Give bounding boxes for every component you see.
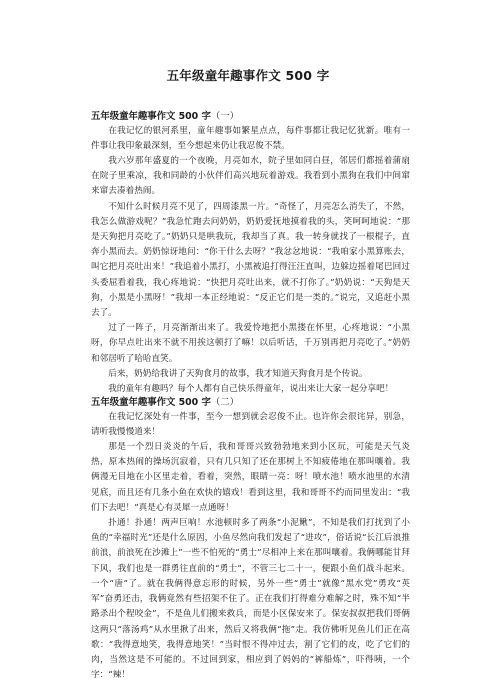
- document-title: 五年级童年趣事作文 500 字: [166, 68, 330, 83]
- section-heading-text: 五年级童年趣事作文 500 字: [91, 397, 211, 409]
- section-heading-number: （一）: [210, 111, 239, 122]
- paragraph: 扑通！扑通！两声巨响！水池顿时多了两条“小泥鳅”，不知是我们打扰到了小鱼的“幸福时光”还是什么原因，小鱼尽然向我们发起了“进攻”，俗话说“长江后浪推前浪，前浪死在沙滩上”一些不怕死的“勇士”尽相冲上来在那叫嚷着。我俩哪能甘拜下风，我们也是一群勇往直前的“勇士”，不管三七二十一，便跟小鱼们战斗起来。一个“唐”了。就在我俩得意忘形的时候，另外一些“勇士”就像“黑水党”勇攻“英军”奋勇还击，我俩竟然有些招架不住了。正在我们打得难分难解之时，殊不知“半路杀出个程咬金”，不是鱼儿们搬来救兵，而是小区保安来了。保安叔叔把我们哥俩这两只“落汤鸡”从水里揪了出来，然后又将我俩“拖”走。我仿佛听见鱼儿们正在高歌：“我得意地笑，我得意地笑！”当时恨不得冲过去，割了它们的皮，吃了它们的肉，当然这是不可能的。不过回到家，相应到了妈妈的“裤船炼”，吓得咦，一个字：“辣！: [91, 518, 410, 681]
- essay-section: [91, 111, 410, 397]
- section-heading-number: （二）: [210, 397, 239, 409]
- paragraph: 我的童年有趣吗？每个人都有自己快乐得童年，说出来让大家一起分享吧！: [108, 383, 394, 394]
- paragraph: 在我记忆的银河系里，童年趣事如繁星点点，每件事都让我记忆犹新。唯有一件事让我印象最深刻，至今想起来仍让我忍俊不禁。: [91, 125, 410, 151]
- section-heading-text: 五年级童年趣事作文 500 字: [91, 111, 211, 122]
- paragraph: 那是一个烈日炎炎的午后，我和哥哥兴致勃勃地来到小区玩，可能是天气炎热，原本热闹的操场沉寂着，只有几只知了还在那树上不知疲倦地在那叫嚷着。我俩漫无目地在小区里走着，看着，突然，眼睛一亮：呀！喷水池！喷水池里的水清见底，而且还有几条小鱼在欢快的嬉戏！看到这里，我和哥哥不约而同里发出：“我们下去吧！”真是心有灵犀一点通呀！: [91, 442, 410, 513]
- document-body: [91, 111, 410, 683]
- paragraph: 过了一阵子，月亮渐渐出来了。我爱怜地把小黑搂在怀里，心疼地说：“小黑呀，你早点吐出来不就不用挨这顿打了嘛！以后听话，千万别再把月亮吃了。”奶奶和邻居听了哈哈直笑。: [91, 323, 410, 364]
- section-heading: [91, 397, 410, 410]
- paragraph: 我六岁那年盛夏的一个夜晚，月亮如水，院子里如同白昼，邻居们都摇着蒲扇在院子里乘凉，我和同龄的小伙伴们高兴地玩着游戏。我看到小黑狗在我们中间窜来窜去凑着热闹。: [91, 155, 410, 197]
- essay-section: [91, 397, 410, 683]
- paragraph: 后来，奶奶给我讲了天狗食月的故事，我才知道天狗食月是个传说。: [108, 368, 368, 379]
- section-heading: [91, 111, 410, 124]
- paragraph: 不知什么时候月亮不见了，四周漆黑一片。“奇怪了，月亮怎么消失了，不然，我怎么做游戏呢？”我急忙跑去问奶奶，奶奶爱抚地摸着我的头，笑呵呵地说：“那是天狗把月亮吃了。”奶奶只是哄我玩，我却当了真。我一转身就找了一根棍子，直奔小黑而去。奶奶惊讶地问：“你干什么去呀？”我忿忿地说：“我咱家小黑算账去，叫它把月亮吐出来！”我追着小黑打，小黑被追打得汪汪直叫，边躲边摇着尾巴回过头委屈看着我，我心疼地说：“快把月亮吐出来，就不打你了。”奶奶说：“天狗是天狗，小黑是小黑呀！”我却一本正经地说：“反正它们是一类的。”说完，又追赶小黑去了。: [91, 201, 410, 318]
- paragraph: 在我记忆深处有一件事，至今一想到就会忍俊不止。也许你会很诧异，别急，请听我慢慢道来！: [91, 411, 410, 437]
